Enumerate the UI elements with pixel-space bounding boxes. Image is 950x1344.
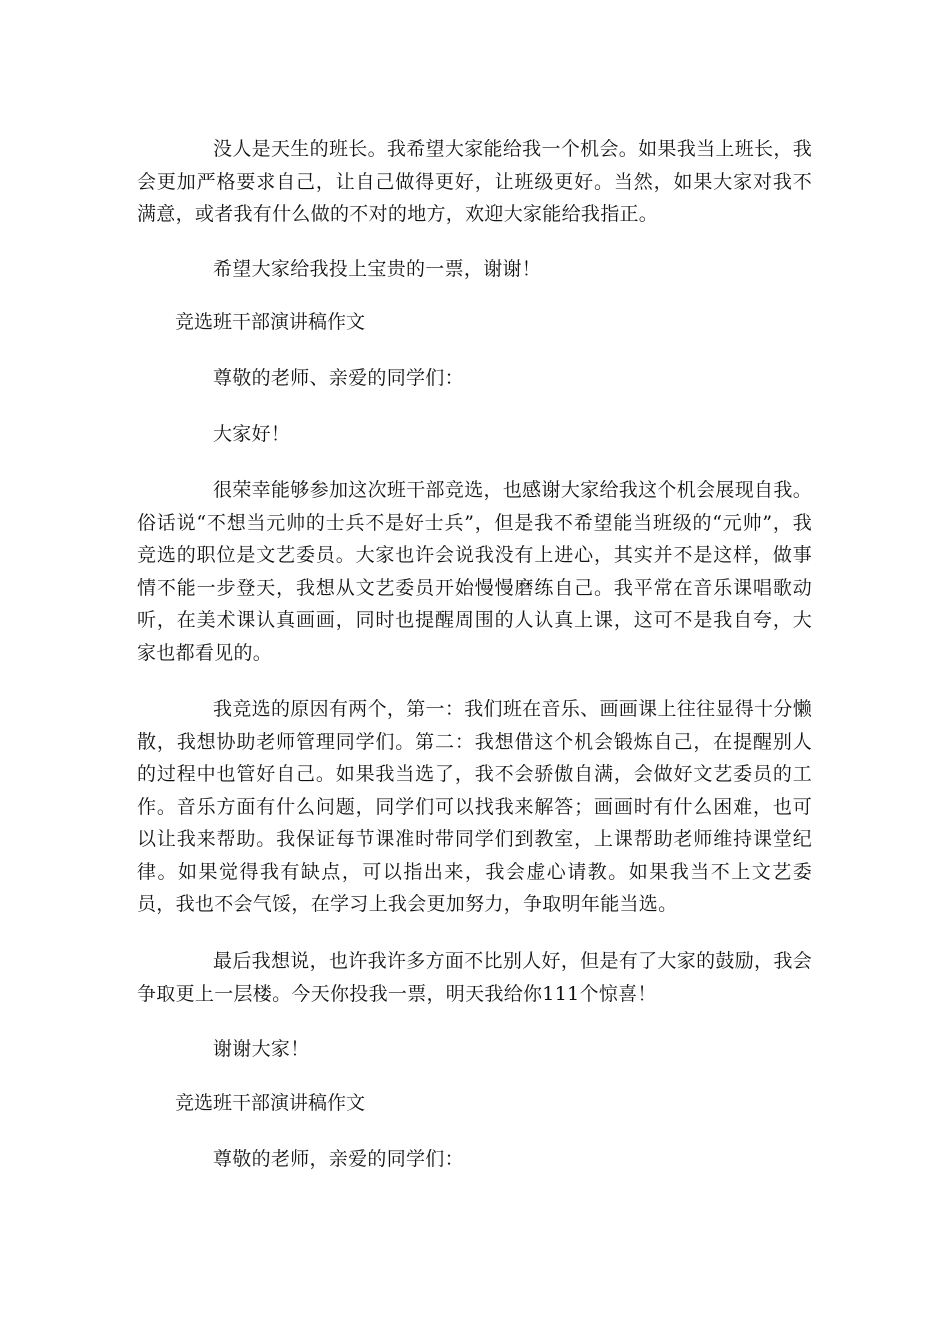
thanks-line: 谢谢大家！ xyxy=(213,1038,310,1060)
greeting-1: 尊敬的老师、亲爱的同学们： xyxy=(213,367,464,389)
paragraph-reasons: 我竞选的原因有两个，第一：我们班在音乐、画画课上往往显得十分懒散，我想协助老师管理同学们。第二：我想借这个机会锻炼自己，在提醒别人的过程中也管好自己。如果我当选了，我不会骄傲自满，会做好文艺委员的工作。音乐方面有什么问题，同学们可以找我来解答；画画时有什么困难，也可以让我来帮助。我保证每节课准时带同学们到教室，上课帮助老师维持课堂纪律。如果觉得我有缺点，可以指出来，我会虚心请教。如果我当不上文艺委员，我也不会气馁，在学习上我会更加努力，争取明年能当选。 xyxy=(137,698,812,915)
greeting-2: 尊敬的老师，亲爱的同学们： xyxy=(213,1148,464,1170)
section-title-1: 竞选班干部演讲稿作文 xyxy=(175,311,366,333)
paragraph-vote-request: 希望大家给我投上宝贵的一票，谢谢！ xyxy=(213,258,542,280)
paragraph-conclusion: 最后我想说，也许我许多方面不比别人好，但是有了大家的鼓励，我会争取更上一层楼。今天你投我一票，明天我给你111个惊喜！ xyxy=(137,950,812,1005)
paragraph-monitor-promise: 没人是天生的班长。我希望大家能给我一个机会。如果我当上班长，我会更加严格要求自己，让自己做得更好，让班级更好。当然，如果大家对我不满意，或者我有什么做的不对的地方，欢迎大家能给我指正。 xyxy=(137,138,812,225)
paragraph-introduction: 很荣幸能够参加这次班干部竞选，也感谢大家给我这个机会展现自我。俗话说“不想当元帅的士兵不是好士兵”，但是我不希望能当班级的“元帅”，我竞选的职位是文艺委员。大家也许会说我没有上进心，其实并不是这样，做事情不能一步登天，我想从文艺委员开始慢慢磨练自己。我平常在音乐课唱歌动听，在美术课认真画画，同时也提醒周围的人认真上课，这可不是我自夸，大家也都看见的。 xyxy=(137,479,812,664)
section-title-2: 竞选班干部演讲稿作文 xyxy=(175,1092,366,1114)
hello-line: 大家好！ xyxy=(213,423,291,445)
